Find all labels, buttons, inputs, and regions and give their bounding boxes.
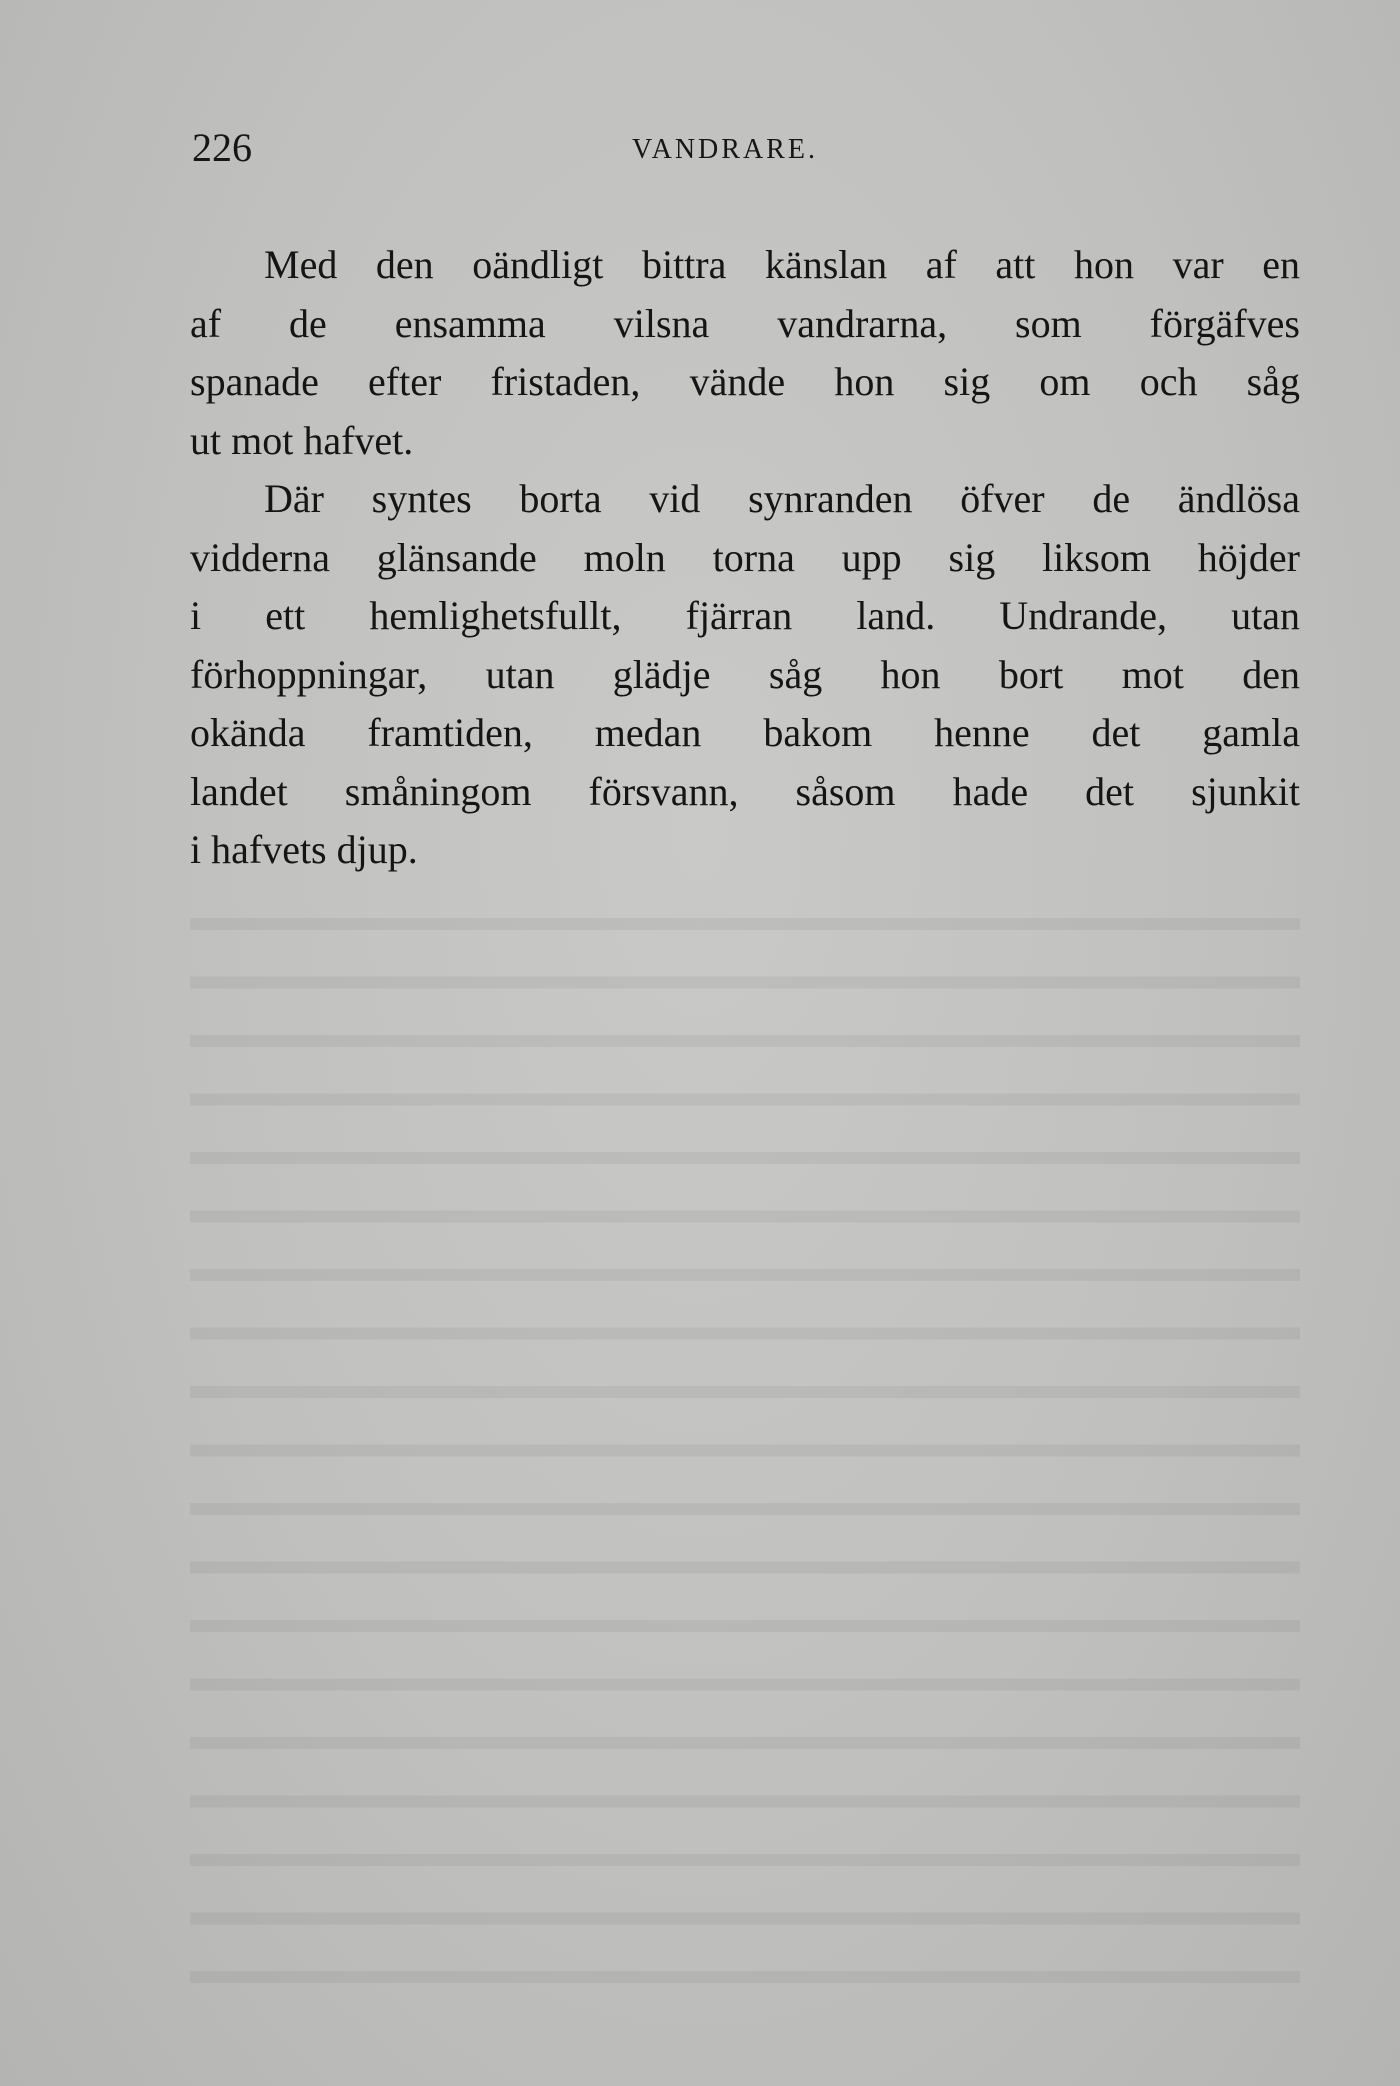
- text-line: spanade efter fristaden, vände hon sig om och såg: [190, 359, 1300, 404]
- body-text: [190, 236, 1300, 880]
- text-line: förhoppningar, utan glädje såg hon bort mot den: [190, 651, 1300, 697]
- bleed-through-texture: [190, 880, 1300, 2000]
- text-line: af de ensamma vilsna vandrarna, som förgäfves: [190, 300, 1300, 346]
- text-line: i ett hemlighetsfullt, fjärran land. Undrande, utan: [190, 593, 1300, 638]
- page-number: 226: [192, 125, 252, 170]
- running-head: VANDRARE.: [632, 134, 818, 165]
- text-line: vidderna glänsande moln torna upp sig liksom höjder: [190, 534, 1300, 580]
- text-line: ut mot hafvet.: [190, 417, 414, 463]
- paragraph-1: [190, 236, 1300, 470]
- text-line: okända framtiden, medan bakom henne det gamla: [190, 710, 1300, 755]
- page-header: [192, 125, 1296, 170]
- text-line: i hafvets djup.: [190, 827, 418, 872]
- paragraph-2: [190, 470, 1300, 880]
- text-line: landet småningom försvann, såsom hade det sjunkit: [190, 768, 1300, 814]
- text-line: Med den oändligt bittra känslan af att hon var en: [264, 242, 1300, 287]
- text-line: Där syntes borta vid synranden öfver de ändlösa: [264, 476, 1300, 521]
